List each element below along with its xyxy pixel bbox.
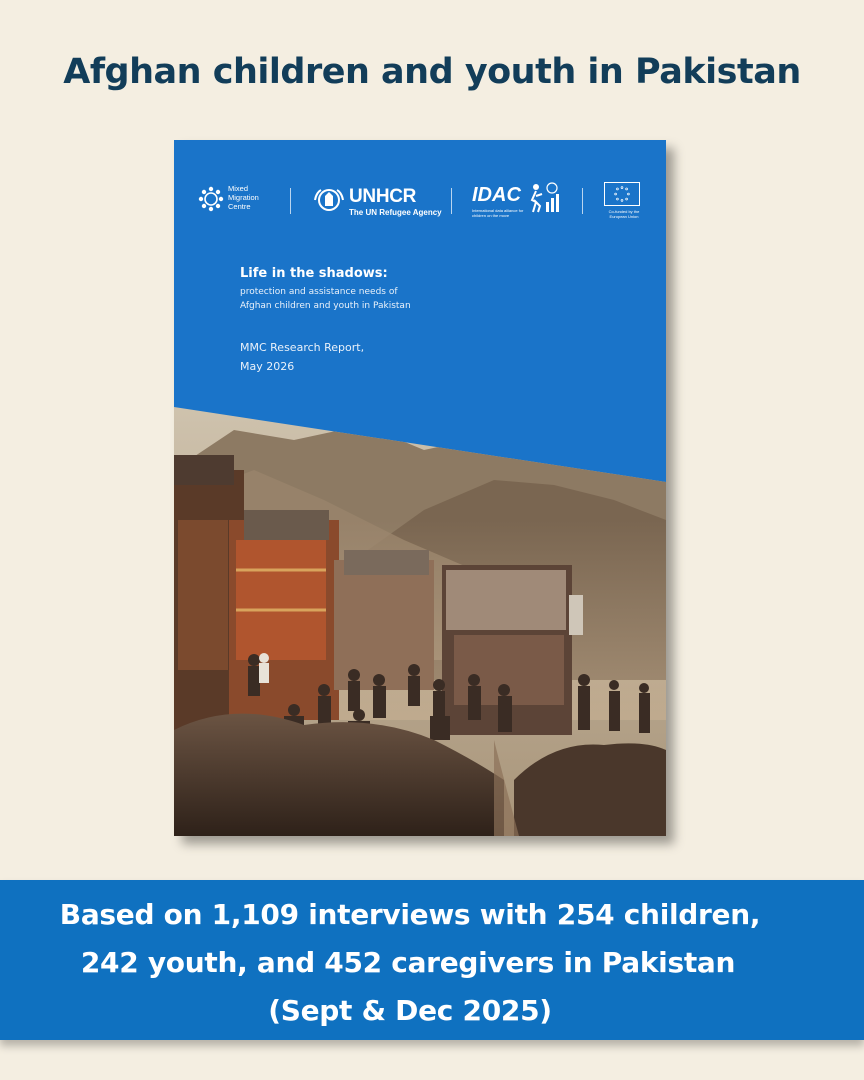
eu-tagline: Co-funded by the European Union	[608, 209, 640, 219]
report-cover	[174, 140, 666, 836]
partner-logos	[174, 180, 666, 220]
report-subtitle-line-2: Afghan children and youth in Pakistan	[240, 301, 411, 311]
summary-line-3: (Sept & Dec 2025)	[268, 994, 552, 1027]
mmc-ring-icon	[198, 186, 224, 212]
unhcr-name: UNHCR	[349, 186, 417, 207]
report-subtitle	[240, 285, 460, 313]
mmc-line-2: Migration	[228, 193, 259, 202]
logo-divider	[451, 188, 452, 214]
idac-tagline: International data alliance for children on the move	[472, 208, 524, 218]
report-type	[240, 338, 440, 376]
logo-divider	[290, 188, 291, 214]
mmc-line-1: Mixed	[228, 184, 249, 193]
page-headline: Afghan children and youth in Pakistan	[63, 52, 801, 92]
logo-divider	[582, 188, 583, 214]
idac-figure-icon	[524, 182, 562, 214]
idac-name: IDAC	[472, 184, 521, 206]
report-date: May 2026	[240, 360, 295, 373]
summary-band	[0, 880, 864, 1040]
mmc-line-3: Centre	[228, 202, 251, 211]
summary-line-1: Based on 1,109 interviews with 254 children,	[59, 898, 761, 931]
cover-photo	[174, 140, 666, 836]
unhcr-emblem-icon	[313, 186, 345, 214]
report-title: Life in the shadows:	[240, 266, 388, 281]
summary-line-2: 242 youth, and 452 caregivers in Pakistan	[80, 946, 736, 979]
report-subtitle-line-1: protection and assistance needs of	[240, 287, 398, 297]
unhcr-tagline: The UN Refugee Agency	[349, 208, 442, 217]
eu-flag-icon	[604, 182, 640, 206]
report-type-line-1: MMC Research Report,	[240, 341, 365, 354]
